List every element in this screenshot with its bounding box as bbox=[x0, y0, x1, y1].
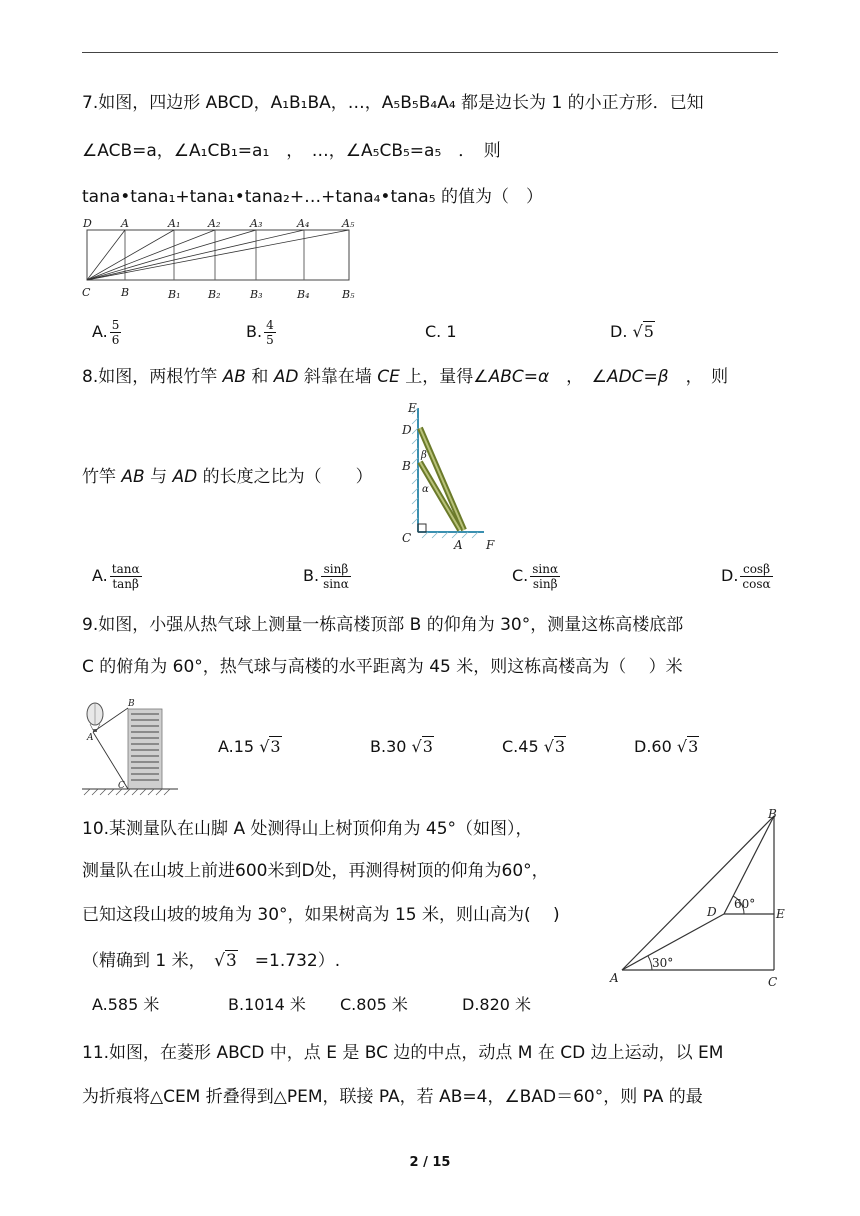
q7-option-b-frac bbox=[264, 318, 276, 347]
q8-text: ， ∠ bbox=[549, 367, 607, 387]
q7-option-b[interactable] bbox=[246, 318, 276, 347]
q7-label-A: A bbox=[121, 217, 129, 230]
q8-line-2 bbox=[82, 466, 373, 488]
q10-label-A: A bbox=[610, 971, 619, 985]
q7-line-2: ∠ACB=a，∠A₁CB₁=a₁ ， …，∠A₅CB₅=a₅ ． 则 bbox=[82, 141, 501, 161]
q8-label-E: E bbox=[408, 401, 417, 415]
q10-option-a[interactable]: A.585 米 bbox=[92, 995, 160, 1014]
q10-option-c[interactable]: C.805 米 bbox=[340, 995, 408, 1014]
q9-option-b[interactable] bbox=[370, 736, 434, 758]
q7-label-B3: B₃ bbox=[250, 288, 263, 301]
q9-option-a-sqrt: √3 bbox=[259, 737, 281, 756]
q8-figure bbox=[398, 400, 502, 552]
q9-option-a-prefix: A.15 bbox=[218, 737, 260, 756]
q8-option-b-den: sinα bbox=[323, 577, 349, 591]
q10-label-30deg: 30° bbox=[652, 956, 674, 970]
q8-option-a[interactable] bbox=[92, 562, 142, 591]
q10-label-60deg: 60° bbox=[734, 897, 756, 911]
q8-option-d-prefix: D. bbox=[721, 566, 739, 585]
q7-label-A4: A₄ bbox=[297, 217, 310, 230]
q8-option-a-prefix: A. bbox=[92, 566, 108, 585]
q10-sqrt: √3 bbox=[214, 951, 237, 971]
q8-text: 与 bbox=[144, 467, 173, 487]
q8-option-b-frac bbox=[321, 562, 351, 591]
header-rule bbox=[82, 52, 778, 53]
q10-radicand: 3 bbox=[225, 951, 237, 971]
q8-option-d[interactable] bbox=[721, 562, 773, 591]
q8-option-a-den: tanβ bbox=[112, 577, 139, 591]
q9-figure bbox=[82, 696, 178, 800]
q10-label-D: D bbox=[707, 905, 717, 919]
q7-option-d-prefix: D. bbox=[610, 322, 633, 341]
q8-option-a-num: tanα bbox=[111, 562, 140, 576]
q8-option-d-num: cosβ bbox=[740, 562, 772, 577]
q9-option-b-prefix: B.30 bbox=[370, 737, 412, 756]
q9-option-b-sqrt: √3 bbox=[411, 737, 433, 756]
q11-line-2: 为折痕将△CEM 折叠得到△PEM，联接 PA，若 AB=4，∠BAD＝60°，则 PA 的最 bbox=[82, 1087, 703, 1107]
q8-text: 和 bbox=[245, 367, 274, 387]
q8-label-beta: β bbox=[421, 450, 427, 461]
q8-label-C: C bbox=[402, 531, 412, 545]
q9-option-a[interactable] bbox=[218, 736, 282, 758]
q9-option-d-prefix: D.60 bbox=[634, 737, 677, 756]
q8-option-b-num: sinβ bbox=[321, 562, 351, 577]
q10-line-ab bbox=[622, 816, 774, 970]
q8-text: ADC=β bbox=[606, 367, 669, 387]
q8-option-c-prefix: C. bbox=[512, 566, 529, 585]
q7-option-a-den: 6 bbox=[111, 333, 120, 347]
q9-label-A: A bbox=[87, 733, 94, 743]
q8-option-c-frac bbox=[530, 562, 560, 591]
q8-option-b-prefix: B. bbox=[303, 566, 320, 585]
q7-option-d-radicand: 5 bbox=[643, 322, 654, 341]
q8-text: AD bbox=[172, 467, 198, 487]
q10-option-b[interactable]: B.1014 米 bbox=[228, 995, 306, 1014]
q8-label-B: B bbox=[402, 459, 411, 473]
q9-option-a-radicand: 3 bbox=[270, 737, 281, 756]
q9-option-c[interactable] bbox=[502, 736, 566, 758]
q7-option-a[interactable] bbox=[92, 318, 121, 347]
q7-label-D: D bbox=[83, 217, 92, 230]
q9-option-d-sqrt: √3 bbox=[676, 737, 699, 756]
q8-label-F: F bbox=[486, 538, 495, 552]
q8-text: 上，量得∠ bbox=[399, 367, 489, 387]
q7-option-a-frac bbox=[110, 318, 122, 347]
q8-option-d-den: cosα bbox=[742, 577, 771, 591]
q8-label-D: D bbox=[402, 423, 412, 437]
q9-line-2: C 的俯角为 60°，热气球与高楼的水平距离为 45 米，则这栋高楼高为（ ）米 bbox=[82, 657, 683, 677]
q8-option-c-num: sinα bbox=[532, 562, 559, 576]
q10-label-B: B bbox=[768, 807, 777, 821]
q7-line-3: tana•tana₁+tana₁•tana₂+…+tana₄•tana₅ 的值为（ ） bbox=[82, 187, 543, 207]
q8-right-angle bbox=[418, 524, 426, 532]
q9-label-C: C bbox=[118, 781, 125, 791]
q7-label-A5: A₅ bbox=[342, 217, 355, 230]
q8-line-1 bbox=[82, 366, 728, 388]
q9-option-c-sqrt: √3 bbox=[543, 737, 566, 756]
q8-text: CE bbox=[377, 367, 400, 387]
page-number: 2 / 15 bbox=[409, 1155, 451, 1170]
q8-text: 8.如图，两根竹竿 bbox=[82, 367, 223, 387]
q10-text: （精确到 1 米， bbox=[82, 951, 215, 971]
q7-label-B4: B₄ bbox=[297, 288, 310, 301]
q7-option-d[interactable] bbox=[610, 321, 655, 343]
q7-option-a-prefix: A. bbox=[92, 322, 108, 341]
q8-option-a-frac bbox=[110, 562, 142, 591]
q10-line-2: 测量队在山坡上前进600米到D处，再测得树顶的仰角为60°， bbox=[82, 861, 549, 881]
q7-figure bbox=[80, 216, 365, 308]
q7-line-1: 7.如图，四边形 ABCD，A₁B₁BA，…，A₅B₅B₄A₄ 都是边长为 1 的小正方形．已知 bbox=[82, 93, 704, 113]
q10-figure bbox=[604, 806, 800, 992]
q7-option-b-num: 4 bbox=[266, 318, 274, 332]
q10-option-d[interactable]: D.820 米 bbox=[462, 995, 532, 1014]
q8-label-A: A bbox=[454, 538, 463, 552]
q9-option-c-prefix: C.45 bbox=[502, 737, 544, 756]
q8-text: ， 则 bbox=[668, 367, 729, 387]
q9-label-B: B bbox=[128, 699, 135, 709]
q7-label-A1: A₁ bbox=[168, 217, 181, 230]
q8-label-alpha: α bbox=[422, 484, 429, 495]
q8-option-d-frac bbox=[740, 562, 772, 591]
q7-option-c[interactable]: C. 1 bbox=[425, 322, 457, 341]
q9-option-b-radicand: 3 bbox=[422, 737, 433, 756]
q7-label-B2: B₂ bbox=[208, 288, 221, 301]
q8-text: AD bbox=[273, 367, 299, 387]
q10-line-4 bbox=[82, 950, 340, 972]
q8-option-c[interactable] bbox=[512, 562, 560, 591]
q9-option-c-radicand: 3 bbox=[554, 737, 566, 756]
q10-text: =1.732）. bbox=[237, 951, 341, 971]
q7-option-b-prefix: B. bbox=[246, 322, 263, 341]
q8-text: AB bbox=[121, 467, 145, 487]
q11-line-1: 11.如图，在菱形 ABCD 中，点 E 是 BC 边的中点，动点 M 在 CD 边上运动，以 EM bbox=[82, 1043, 724, 1063]
q7-label-A3: A₃ bbox=[250, 217, 263, 230]
q8-text: 斜靠在墙 bbox=[298, 367, 378, 387]
q10-line-3: 已知这段山坡的坡角为 30°，如果树高为 15 米，则山高为( ) bbox=[82, 905, 560, 925]
q9-option-d-radicand: 3 bbox=[688, 737, 699, 756]
q8-text: ABC=α bbox=[488, 367, 550, 387]
q7-option-a-num: 5 bbox=[111, 318, 120, 332]
q7-label-A2: A₂ bbox=[208, 217, 221, 230]
q7-label-B1: B₁ bbox=[168, 288, 181, 301]
q8-text: AB bbox=[222, 367, 246, 387]
q9-line-1: 9.如图，小强从热气球上测量一栋高楼顶部 B 的仰角为 30°，测量这栋高楼底部 bbox=[82, 615, 684, 635]
q8-option-c-den: sinβ bbox=[532, 577, 558, 591]
q8-text: 的长度之比为（ ） bbox=[197, 467, 373, 487]
q8-text: 竹竿 bbox=[82, 467, 122, 487]
q10-label-E: E bbox=[776, 907, 785, 921]
q7-option-d-sqrt: √5 bbox=[632, 322, 654, 341]
q10-label-C: C bbox=[768, 975, 778, 989]
q7-label-C: C bbox=[82, 286, 91, 299]
q7-label-B5: B₅ bbox=[342, 288, 355, 301]
q10-line-1: 10.某测量队在山脚 A 处测得山上树顶仰角为 45°（如图）， bbox=[82, 819, 533, 839]
q7-label-B: B bbox=[121, 286, 130, 299]
q8-option-b[interactable] bbox=[303, 562, 351, 591]
q7-option-b-den: 5 bbox=[266, 333, 274, 347]
q9-option-d[interactable] bbox=[634, 736, 699, 758]
